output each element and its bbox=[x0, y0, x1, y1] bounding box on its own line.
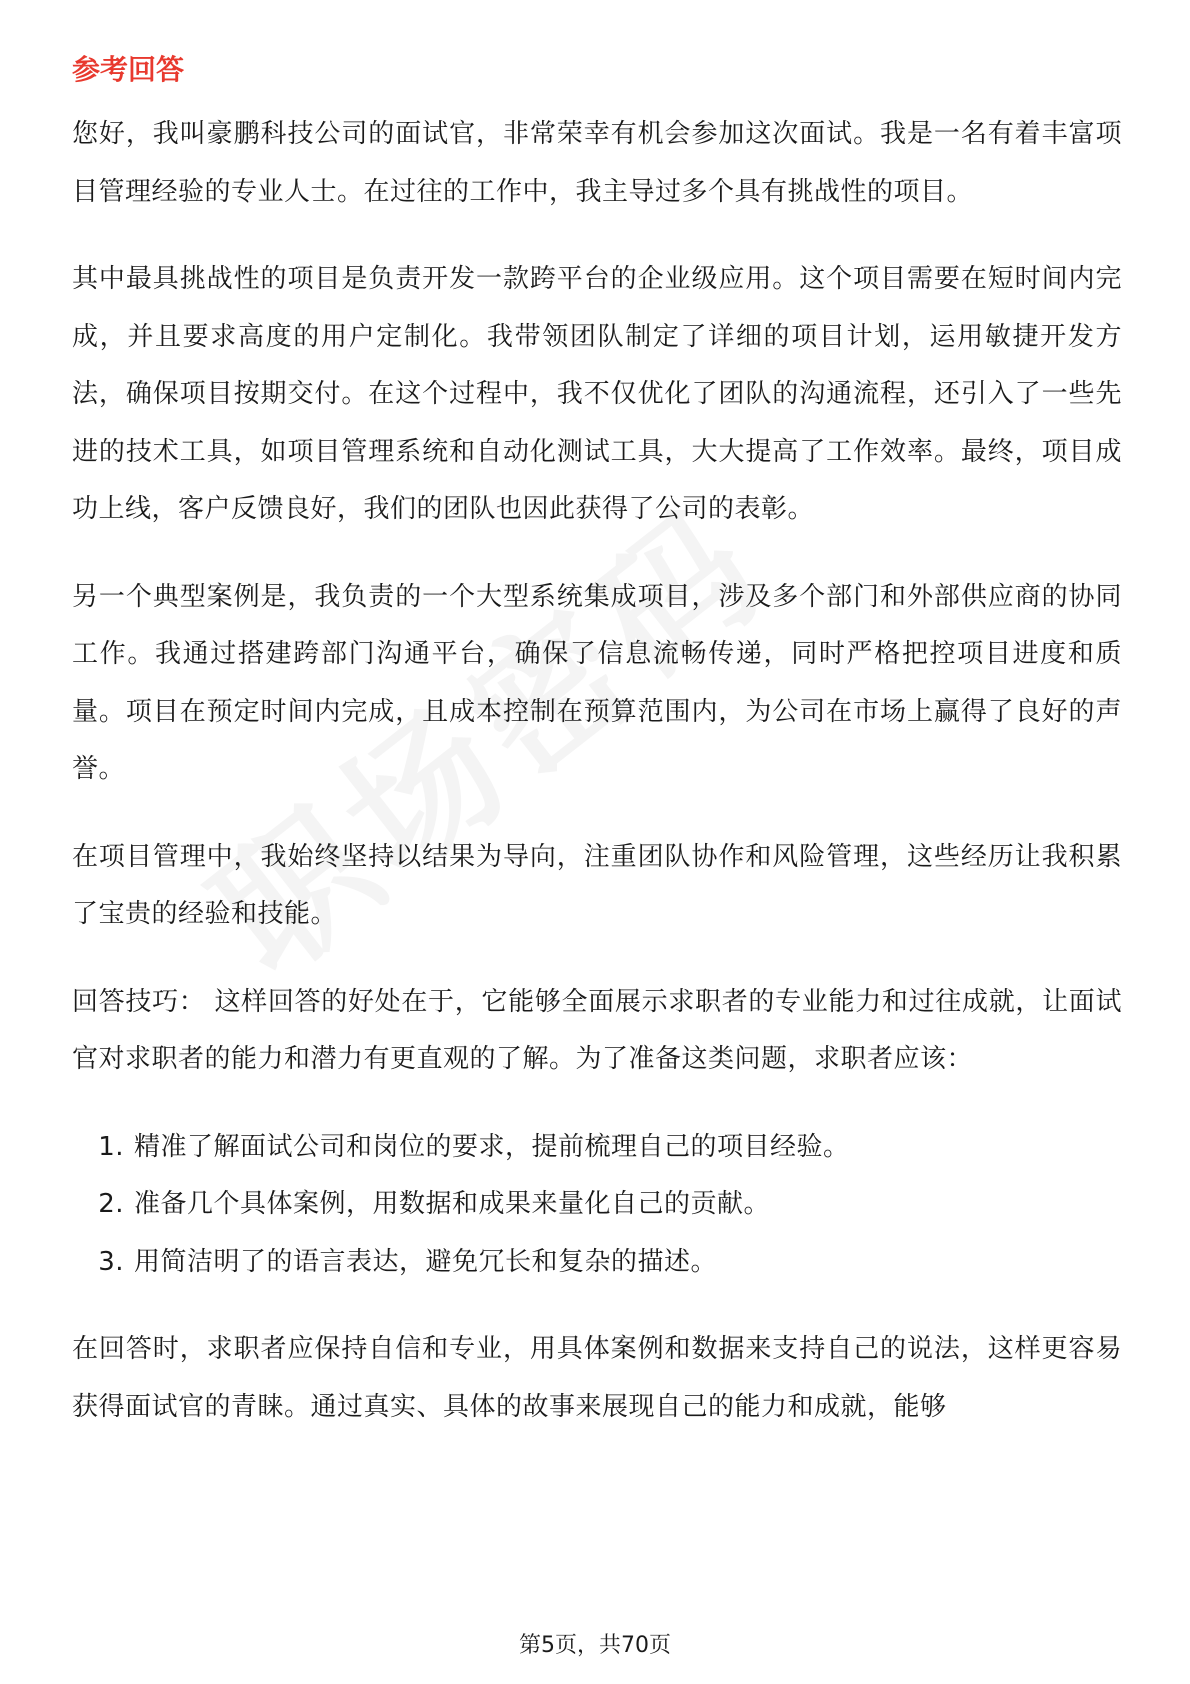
paragraph-intro: 您好，我叫豪鹏科技公司的面试官，非常荣幸有机会参加这次面试。我是一名有着丰富项目管理经验的专业人士。在过往的工作中，我主导过多个具有挑战性的项目。 bbox=[72, 119, 1122, 207]
list-item bbox=[72, 1119, 1122, 1177]
paragraph-tips: 回答技巧： 这样回答的好处在于，它能够全面展示求职者的专业能力和过往成就，让面试官对求职者的能力和潜力有更直观的了解。为了准备这类问题，求职者应该： bbox=[72, 986, 1122, 1074]
list-item bbox=[72, 1234, 1122, 1292]
section-title: 参考回答 bbox=[72, 53, 185, 86]
paragraph-summary: 在项目管理中，我始终坚持以结果为导向，注重团队协作和风险管理，这些经历让我积累了宝贵的经验和技能。 bbox=[72, 841, 1122, 929]
list-number: 3. bbox=[98, 1246, 124, 1277]
paragraph-project-1: 其中最具挑战性的项目是负责开发一款跨平台的企业级应用。这个项目需要在短时间内完成，并且要求高度的用户定制化。我带领团队制定了详细的项目计划，运用敏捷开发方法，确保项目按期交付。在这个过程中，我不仅优化了团队的沟通流程，还引入了一些先进的技术工具，如项目管理系统和自动化测试工具，大大提高了工作效率。最终，项目成功上线，客户反馈良好，我们的团队也因此获得了公司的表彰。 bbox=[72, 264, 1122, 524]
list-text: 用简洁明了的语言表达，避免冗长和复杂的描述。 bbox=[134, 1246, 718, 1277]
list-text: 准备几个具体案例，用数据和成果来量化自己的贡献。 bbox=[134, 1189, 771, 1219]
list-number: 2. bbox=[98, 1189, 124, 1219]
list-number: 1. bbox=[98, 1131, 124, 1162]
document-page bbox=[72, 50, 1122, 1466]
tips-list bbox=[72, 1119, 1122, 1292]
paragraph-closing: 在回答时，求职者应保持自信和专业，用具体案例和数据来支持自己的说法，这样更容易获得面试官的青睐。通过真实、具体的故事来展现自己的能力和成就，能够 bbox=[72, 1334, 1122, 1422]
page-footer: 第5页，共70页 bbox=[519, 1633, 671, 1658]
list-item bbox=[72, 1176, 1122, 1234]
list-text: 精准了解面试公司和岗位的要求，提前梳理自己的项目经验。 bbox=[134, 1131, 850, 1162]
paragraph-project-2: 另一个典型案例是，我负责的一个大型系统集成项目，涉及多个部门和外部供应商的协同工作。我通过搭建跨部门沟通平台，确保了信息流畅传递，同时严格把控项目进度和质量。项目在预定时间内完成，且成本控制在预算范围内，为公司在市场上赢得了良好的声誉。 bbox=[72, 581, 1122, 784]
